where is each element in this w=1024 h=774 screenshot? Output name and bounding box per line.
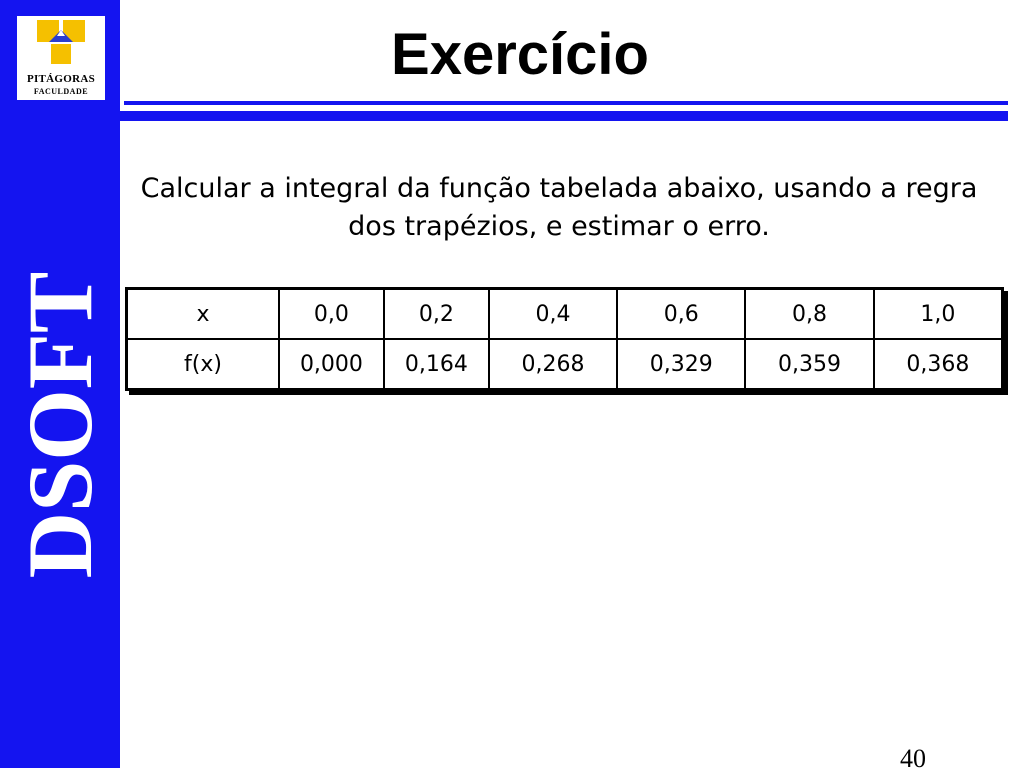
table-cell: 0,4 xyxy=(489,289,617,340)
title-rule-thin xyxy=(124,101,1008,105)
faculty-logo xyxy=(17,16,105,100)
table-cell: 0,164 xyxy=(384,339,489,390)
table-cell: 0,2 xyxy=(384,289,489,340)
page-number: 40 xyxy=(900,744,926,773)
table-row xyxy=(127,339,1003,390)
table-cell: 0,6 xyxy=(617,289,745,340)
logo-name: PITÁGORAS xyxy=(26,73,96,85)
table-cell: 0,0 xyxy=(279,289,384,340)
table-cell: f(x) xyxy=(127,339,279,390)
table-cell: 1,0 xyxy=(874,289,1003,340)
table-cell: 0,368 xyxy=(874,339,1003,390)
logo-subtitle: FACULDADE xyxy=(33,87,89,96)
slide-title: Exercício xyxy=(391,22,649,87)
table-cell: 0,359 xyxy=(745,339,873,390)
table-row xyxy=(127,289,1003,340)
sidebar-brand: DSOFT xyxy=(9,271,111,579)
data-table xyxy=(125,287,1004,391)
table-cell: 0,268 xyxy=(489,339,617,390)
table-cell: 0,329 xyxy=(617,339,745,390)
table-cell: 0,8 xyxy=(745,289,873,340)
title-rule-thick xyxy=(26,111,1008,121)
instruction-text: Calcular a integral da função tabelada abaixo, usando a regra dos trapézios, e estimar o erro. xyxy=(140,173,978,242)
pythagoras-triangle-icon xyxy=(35,18,87,70)
table-cell: 0,000 xyxy=(279,339,384,390)
table-cell: x xyxy=(127,289,279,340)
